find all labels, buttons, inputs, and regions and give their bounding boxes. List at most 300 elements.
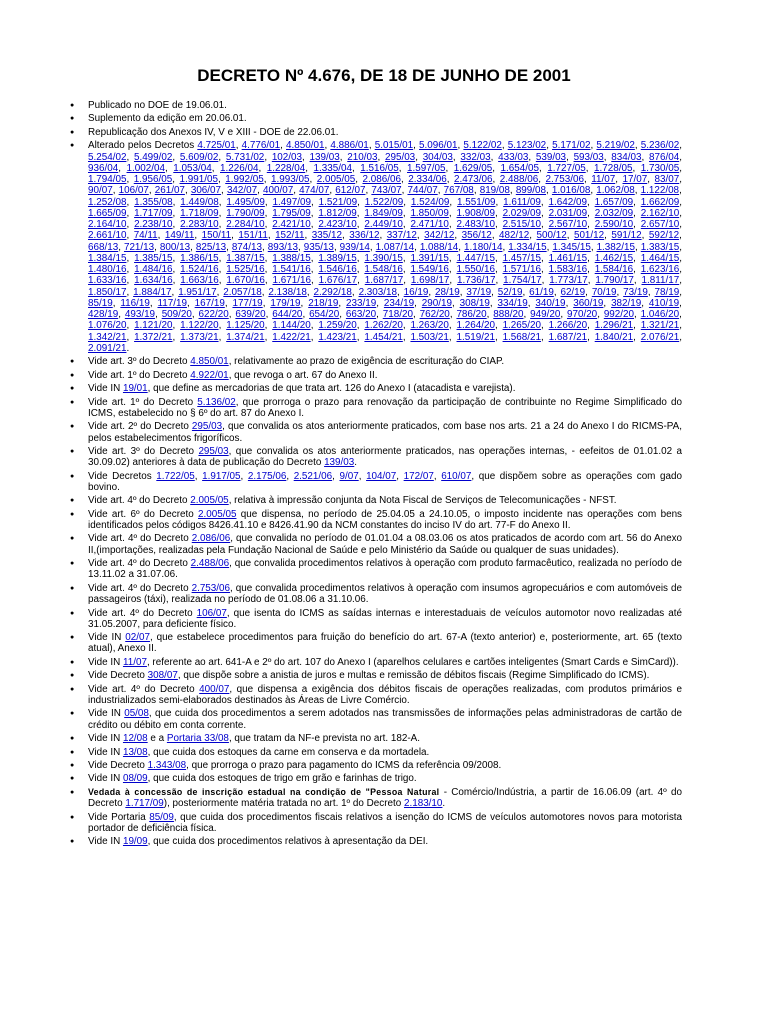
- decree-link[interactable]: 2.029/09: [502, 207, 542, 219]
- decree-link[interactable]: 1.654/05: [500, 162, 539, 174]
- decree-link[interactable]: 1.917/05: [202, 470, 241, 482]
- decree-link[interactable]: 2.753/06: [191, 582, 231, 594]
- decree-link[interactable]: 12/08: [122, 733, 148, 745]
- decree-link[interactable]: 743/07: [371, 185, 402, 197]
- decree-link[interactable]: 1.993/05: [271, 174, 310, 186]
- decree-link[interactable]: 888/20: [493, 309, 524, 321]
- decree-link[interactable]: 936/04: [88, 162, 119, 174]
- decree-link[interactable]: 83/07: [654, 174, 680, 186]
- decree-link[interactable]: 1.264/20: [456, 320, 495, 332]
- decree-link[interactable]: 11/07: [122, 656, 147, 668]
- item-text: que dispensa, no período de 25.04.05 a 24.10.05, o imposto incidente nas operações com bens identificados pelos códigos 8426.41.10 e 8426.41.90 da NCM constantes do inciso IV do art. 77-F do Anexo II.: [88, 508, 682, 531]
- decree-link[interactable]: 1.790/09: [226, 207, 265, 219]
- decree-link[interactable]: 152/11: [275, 230, 305, 242]
- decree-link[interactable]: 335/12: [311, 230, 342, 242]
- decree-link[interactable]: 2.661/10: [88, 230, 127, 242]
- decree-link[interactable]: 1.335/04: [313, 162, 352, 174]
- decree-link[interactable]: 1.634/16: [134, 275, 173, 287]
- decree-link[interactable]: 70/19: [591, 286, 617, 298]
- decree-link[interactable]: 1.122/08: [640, 185, 680, 197]
- decree-link[interactable]: 9/07: [339, 470, 359, 482]
- decree-link[interactable]: 1.840/21: [594, 331, 634, 343]
- decree-link[interactable]: 1.355/08: [134, 196, 173, 208]
- decree-link[interactable]: 1.386/15: [180, 252, 219, 264]
- decree-link[interactable]: 1.849/09: [364, 207, 403, 219]
- item-text: Vide Portaria: [88, 811, 150, 823]
- decree-link[interactable]: 4.725/01: [197, 140, 236, 152]
- decree-link[interactable]: 1.687/21: [548, 331, 588, 343]
- decree-link[interactable]: 400/07: [263, 185, 294, 197]
- decree-link[interactable]: 1.484/16: [134, 264, 173, 276]
- decree-link[interactable]: 2.423/10: [318, 219, 357, 231]
- decree-link[interactable]: 2.032/09: [594, 207, 634, 219]
- decree-link[interactable]: 1.384/15: [88, 252, 127, 264]
- decree-link[interactable]: 1.343/08: [147, 760, 187, 771]
- item-text: , que cuida dos estoques da carne em conserva e da mortadela.: [147, 746, 430, 758]
- decree-link[interactable]: 2.164/10: [88, 219, 127, 231]
- decree-link[interactable]: 2.488/06: [499, 174, 539, 186]
- decree-link[interactable]: 2.483/10: [456, 219, 495, 231]
- decree-link[interactable]: 08/09: [122, 773, 148, 785]
- decree-link[interactable]: 1.884/17: [133, 286, 172, 298]
- decree-link[interactable]: 1.736/17: [457, 275, 496, 287]
- decree-link[interactable]: 106/07: [118, 185, 149, 197]
- decree-link[interactable]: 1.611/09: [503, 196, 541, 208]
- decree-link[interactable]: 1.259/20: [318, 320, 357, 332]
- decree-link[interactable]: 5.609/02: [179, 151, 219, 163]
- decree-link[interactable]: 1.991/05: [179, 174, 218, 186]
- decree-link[interactable]: 1.790/17: [595, 275, 634, 287]
- decree-link[interactable]: 28/19: [435, 286, 460, 298]
- decree-link[interactable]: 1.226/04: [220, 162, 259, 174]
- decree-link[interactable]: 1.125/20: [226, 320, 265, 332]
- decree-link[interactable]: 992/20: [603, 309, 635, 321]
- decree-link[interactable]: 612/07: [335, 185, 366, 197]
- decree-link[interactable]: 592/12: [648, 230, 680, 242]
- decree-link[interactable]: 1.551/09: [457, 196, 496, 208]
- decree-link[interactable]: 5.254/02: [88, 151, 127, 163]
- decree-link[interactable]: 1.665/09: [88, 207, 127, 219]
- decree-link[interactable]: 1.461/15: [548, 252, 588, 264]
- decree-link[interactable]: 1.062/08: [596, 185, 635, 197]
- decree-link[interactable]: 5.123/02: [507, 140, 547, 152]
- decree-link[interactable]: 1.002/04: [126, 162, 165, 174]
- decree-link[interactable]: 1.387/15: [226, 252, 265, 264]
- decree-link[interactable]: 834/03: [611, 151, 642, 163]
- decree-link[interactable]: 2.567/10: [548, 219, 588, 231]
- decree-link[interactable]: 340/19: [535, 297, 566, 309]
- decree-link[interactable]: 1.541/16: [272, 264, 311, 276]
- decree-link[interactable]: 474/07: [299, 185, 330, 197]
- decree-link[interactable]: 1.662/09: [640, 196, 680, 208]
- decree-link[interactable]: 2.590/10: [594, 219, 634, 231]
- decree-link[interactable]: 5.499/02: [133, 151, 173, 163]
- decree-link[interactable]: 1.144/20: [272, 320, 311, 332]
- decree-link[interactable]: 73/19: [623, 286, 648, 298]
- decree-link[interactable]: 2.449/10: [364, 219, 403, 231]
- decree-link[interactable]: 52/19: [497, 286, 523, 298]
- list-item: [70, 773, 682, 784]
- decree-link[interactable]: 74/11: [133, 230, 158, 242]
- decree-link[interactable]: 1.252/08: [88, 196, 127, 208]
- decree-link[interactable]: 4.776/01: [241, 140, 281, 152]
- decree-link[interactable]: 139/03: [324, 457, 355, 469]
- decree-link[interactable]: 5.136/02: [197, 396, 236, 408]
- decree-link[interactable]: 2.471/10: [410, 219, 449, 231]
- decree-link[interactable]: 342/07: [226, 185, 258, 197]
- decree-link[interactable]: 1.046/20: [640, 309, 680, 321]
- decree-link[interactable]: 177/19: [232, 297, 263, 309]
- decree-link[interactable]: 116/19: [120, 297, 150, 309]
- decree-link[interactable]: 654/20: [309, 309, 340, 321]
- decree-link[interactable]: 2.488/06: [190, 558, 230, 570]
- decree-link[interactable]: 151/11: [238, 230, 268, 242]
- decree-link[interactable]: 16/19: [403, 286, 429, 298]
- decree-link[interactable]: 1.389/15: [318, 252, 357, 264]
- decree-link[interactable]: 19/01: [122, 383, 148, 395]
- decree-link[interactable]: 1.449/08: [180, 196, 219, 208]
- decree-link[interactable]: 1.642/09: [548, 196, 587, 208]
- decree-link[interactable]: 2.334/06: [408, 174, 447, 186]
- decree-link[interactable]: 1.568/21: [502, 331, 542, 343]
- list-item: [70, 760, 682, 771]
- decree-link[interactable]: 1.296/21: [594, 320, 634, 332]
- decree-link[interactable]: 1.321/21: [640, 320, 680, 332]
- decree-link[interactable]: 1.773/17: [549, 275, 588, 287]
- decree-link[interactable]: 1.422/21: [272, 331, 311, 343]
- decree-link[interactable]: 1.812/09: [318, 207, 357, 219]
- decree-link[interactable]: 5.015/01: [374, 140, 414, 152]
- decree-link[interactable]: 13/08: [122, 746, 148, 758]
- decree-link[interactable]: 428/19: [88, 309, 119, 321]
- decree-link[interactable]: 899/08: [515, 185, 547, 197]
- decree-link[interactable]: 1.390/15: [364, 252, 403, 264]
- decree-link[interactable]: 2.175/06: [247, 470, 287, 482]
- decree-link[interactable]: 2.138/18: [268, 286, 307, 298]
- decree-link[interactable]: 1.087/14: [375, 241, 415, 253]
- decree-link[interactable]: 102/03: [271, 151, 303, 163]
- decree-link[interactable]: 1.524/16: [180, 264, 219, 276]
- decree-link[interactable]: 1.522/09: [364, 196, 404, 208]
- decree-link[interactable]: 644/20: [272, 309, 303, 321]
- decree-link[interactable]: 5.096/01: [419, 140, 458, 152]
- decree-link[interactable]: 1.671/16: [272, 275, 311, 287]
- decree-link[interactable]: 02/07: [125, 632, 150, 644]
- decree-link[interactable]: 949/20: [530, 309, 561, 321]
- decree-link[interactable]: 2.057/18: [223, 286, 262, 298]
- decree-link[interactable]: 295/03: [198, 445, 229, 457]
- decree-link[interactable]: 360/19: [573, 297, 604, 309]
- decree-link[interactable]: 539/03: [535, 151, 567, 163]
- decree-link[interactable]: Portaria 33/08: [166, 733, 229, 745]
- decree-link[interactable]: 1.687/17: [364, 275, 404, 287]
- decree-link[interactable]: 90/07: [88, 185, 113, 197]
- decree-link[interactable]: 593/03: [573, 151, 604, 163]
- decree-link[interactable]: 332/03: [460, 151, 491, 163]
- decree-link[interactable]: 2.292/18: [313, 286, 352, 298]
- decree-link[interactable]: 433/03: [498, 151, 529, 163]
- decree-link[interactable]: 825/13: [195, 241, 227, 253]
- decree-link[interactable]: 1.850/09: [410, 207, 449, 219]
- item-text: Vide art. 4º do Decreto: [88, 607, 197, 619]
- decree-link[interactable]: 1.657/09: [594, 196, 634, 208]
- decree-link[interactable]: 37/19: [466, 286, 492, 298]
- decree-link[interactable]: 1.180/14: [464, 241, 503, 253]
- decree-link[interactable]: 1.454/21: [364, 331, 403, 343]
- decree-link[interactable]: 1.698/17: [410, 275, 450, 287]
- decree-link[interactable]: 1.717/09: [134, 207, 173, 219]
- decree-link[interactable]: 2.086/06: [191, 533, 231, 545]
- decree-link[interactable]: 1.623/16: [640, 264, 680, 276]
- decree-link[interactable]: 1.597/05: [407, 162, 446, 174]
- decree-link[interactable]: 2.005/05: [198, 508, 237, 520]
- decree-link[interactable]: 1.462/15: [594, 252, 634, 264]
- item-text: , que convalida os atos anteriormente praticados, com base nos arts. 21 a 24 do Anexo I do RICMS-PA, pelos estabelecimentos frigoríficos.: [88, 421, 682, 444]
- decree-link[interactable]: 1.372/21: [134, 331, 173, 343]
- decree-link[interactable]: 1.503/21: [410, 331, 449, 343]
- decree-link[interactable]: 876/04: [649, 151, 680, 163]
- decree-link[interactable]: 1.850/17: [88, 286, 127, 298]
- decree-link[interactable]: 1.629/05: [453, 162, 493, 174]
- decree-link[interactable]: 493/19: [124, 309, 156, 321]
- decree-link[interactable]: 1.811/17: [641, 275, 680, 287]
- decree-link[interactable]: 501/12: [573, 230, 605, 242]
- decree-link[interactable]: 500/12: [536, 230, 567, 242]
- decree-link[interactable]: 2.031/09: [548, 207, 588, 219]
- decree-link[interactable]: 218/19: [308, 297, 339, 309]
- decree-link[interactable]: 1.388/15: [272, 252, 311, 264]
- decree-link[interactable]: 5.171/02: [552, 140, 591, 152]
- decree-link[interactable]: 935/13: [303, 241, 334, 253]
- decree-link[interactable]: 610/07: [441, 470, 472, 482]
- decree-link[interactable]: 718/20: [382, 309, 413, 321]
- decree-link[interactable]: 1.053/04: [173, 162, 212, 174]
- decree-link[interactable]: 1.676/17: [318, 275, 358, 287]
- decree-link[interactable]: 2.076/21: [640, 331, 680, 343]
- decree-link[interactable]: 179/19: [270, 297, 301, 309]
- decree-link[interactable]: 1.228/04: [266, 162, 306, 174]
- decree-link[interactable]: 410/19: [648, 297, 680, 309]
- decree-link[interactable]: 1.373/21: [180, 331, 219, 343]
- decree-link[interactable]: 2.005/05: [190, 495, 229, 507]
- decree-link[interactable]: 17/07: [622, 174, 648, 186]
- decree-link[interactable]: 2.521/06: [293, 470, 333, 482]
- decree-link[interactable]: 1.447/15: [456, 252, 495, 264]
- decree-link[interactable]: 2.086/06: [362, 174, 401, 186]
- decree-link[interactable]: 4.922/01: [190, 369, 229, 381]
- decree-link[interactable]: 1.088/14: [419, 241, 459, 253]
- decree-link[interactable]: 1.374/21: [226, 331, 265, 343]
- decree-link[interactable]: 104/07: [366, 470, 397, 482]
- decree-link[interactable]: 334/19: [497, 297, 528, 309]
- decree-link[interactable]: 1.334/15: [508, 241, 547, 253]
- decree-link[interactable]: 874/13: [231, 241, 263, 253]
- decree-link[interactable]: 1.794/05: [88, 174, 127, 186]
- decree-link[interactable]: 308/19: [459, 297, 490, 309]
- decree-link[interactable]: 1.571/16: [502, 264, 542, 276]
- decree-link[interactable]: 721/13: [123, 241, 155, 253]
- decree-link[interactable]: 1.670/16: [226, 275, 265, 287]
- decree-link[interactable]: 1.342/21: [88, 331, 127, 343]
- decree-link[interactable]: 5.219/02: [596, 140, 635, 152]
- decree-link[interactable]: 2.091/21: [88, 342, 127, 354]
- decree-link[interactable]: 233/19: [346, 297, 377, 309]
- decree-link[interactable]: 668/13: [88, 241, 119, 253]
- decree-link[interactable]: 2.283/10: [180, 219, 219, 231]
- decree-link[interactable]: 939/14: [339, 241, 370, 253]
- decree-link[interactable]: 342/12: [424, 230, 455, 242]
- decree-link[interactable]: 2.753/06: [545, 174, 584, 186]
- decree-link[interactable]: 2.303/18: [358, 286, 398, 298]
- decree-link[interactable]: 1.992/05: [225, 174, 264, 186]
- decree-link[interactable]: 1.121/20: [134, 320, 173, 332]
- decree-link[interactable]: 4.850/01: [190, 356, 229, 368]
- decree-link[interactable]: 304/03: [422, 151, 453, 163]
- decree-link[interactable]: 1.385/15: [134, 252, 173, 264]
- decree-link[interactable]: 382/19: [611, 297, 642, 309]
- decree-link[interactable]: 117/19: [157, 297, 187, 309]
- decree-link[interactable]: 1.730/05: [640, 162, 680, 174]
- decree-link[interactable]: 663/20: [345, 309, 377, 321]
- decree-link[interactable]: 4.850/01: [286, 140, 325, 152]
- decree-link[interactable]: 2.515/10: [502, 219, 542, 231]
- decree-link[interactable]: 1.717/09: [125, 798, 164, 810]
- decree-link[interactable]: 744/07: [407, 185, 438, 197]
- decree-link[interactable]: 11/07: [591, 174, 616, 186]
- decree-link[interactable]: 172/07: [403, 470, 434, 482]
- item-text: , que dispensa a exigência dos débitos fiscais de operações realizadas, com produtos primários e industrializados semi-elaborados destinados às Áreas de Livre Comércio.: [88, 683, 682, 706]
- decree-link[interactable]: 05/08: [124, 708, 149, 720]
- decree-link[interactable]: 167/19: [194, 297, 225, 309]
- decree-link[interactable]: 1.722/05: [156, 470, 195, 482]
- decree-link[interactable]: 2.005/05: [316, 174, 356, 186]
- decree-link[interactable]: 819/08: [479, 185, 510, 197]
- decree-link[interactable]: 85/09: [149, 811, 174, 823]
- decree-link[interactable]: 290/19: [421, 297, 452, 309]
- decree-link[interactable]: 767/08: [443, 185, 474, 197]
- decree-link[interactable]: 5.122/02: [463, 140, 502, 152]
- decree-link[interactable]: 1.727/05: [547, 162, 586, 174]
- decree-link[interactable]: 1.728/05: [594, 162, 633, 174]
- decree-link[interactable]: 1.550/16: [456, 264, 495, 276]
- item-text: Vide IN: [88, 632, 126, 644]
- decree-link[interactable]: 1.521/09: [318, 196, 358, 208]
- decree-link[interactable]: 295/03: [191, 421, 223, 433]
- decree-link[interactable]: 1.076/20: [88, 320, 127, 332]
- decree-link[interactable]: 2.421/10: [272, 219, 311, 231]
- decree-link[interactable]: 1.795/09: [272, 207, 311, 219]
- decree-link[interactable]: 234/19: [383, 297, 415, 309]
- item-text: , referente ao art. 641-A e 2º do art. 107 do Anexo I (aparelhos celulares e cartões inteligentes (Smart Cards e SimCard)).: [146, 656, 679, 668]
- decree-link[interactable]: 970/20: [566, 309, 598, 321]
- decree-link[interactable]: 306/07: [190, 185, 222, 197]
- decree-link[interactable]: 1.549/16: [410, 264, 449, 276]
- decree-link[interactable]: 1.633/16: [88, 275, 127, 287]
- list-item: [70, 370, 682, 381]
- decree-link[interactable]: 1.382/15: [596, 241, 636, 253]
- decree-link[interactable]: 62/19: [560, 286, 586, 298]
- decree-link[interactable]: 1.718/09: [180, 207, 219, 219]
- decree-link[interactable]: 1.263/20: [410, 320, 449, 332]
- decree-link[interactable]: 893/13: [267, 241, 298, 253]
- item-text: e a: [147, 733, 167, 745]
- decree-link[interactable]: 1.525/16: [226, 264, 265, 276]
- decree-link[interactable]: 1.583/16: [548, 264, 588, 276]
- decree-link[interactable]: 5.731/02: [225, 151, 265, 163]
- decree-link[interactable]: 308/07: [147, 670, 178, 682]
- decree-link[interactable]: 295/03: [384, 151, 416, 163]
- decree-link[interactable]: 800/13: [159, 241, 191, 253]
- decree-link[interactable]: 19/09: [122, 836, 148, 848]
- decree-link[interactable]: 150/11: [201, 230, 232, 242]
- decree-link[interactable]: 78/19: [654, 286, 680, 298]
- decree-link[interactable]: 1.423/21: [318, 331, 357, 343]
- decree-link[interactable]: 639/20: [235, 309, 266, 321]
- decree-link[interactable]: 509/20: [161, 309, 192, 321]
- decree-link[interactable]: 762/20: [419, 309, 450, 321]
- decree-link[interactable]: 1.345/15: [552, 241, 591, 253]
- decree-link[interactable]: 1.908/09: [456, 207, 495, 219]
- decree-link[interactable]: 786/20: [456, 309, 487, 321]
- decree-link[interactable]: 1.391/15: [410, 252, 449, 264]
- decree-link[interactable]: 2.473/06: [454, 174, 493, 186]
- decree-link[interactable]: 1.548/16: [364, 264, 403, 276]
- decree-link[interactable]: 149/11: [164, 230, 195, 242]
- decree-link[interactable]: 1.480/16: [88, 264, 127, 276]
- decree-link[interactable]: 2.238/10: [134, 219, 173, 231]
- decree-link[interactable]: 2.657/10: [640, 219, 680, 231]
- decree-link[interactable]: 400/07: [199, 683, 230, 695]
- decree-link[interactable]: 1.956/05: [133, 174, 173, 186]
- decree-link[interactable]: 356/12: [461, 230, 492, 242]
- decree-link[interactable]: 1.122/20: [180, 320, 219, 332]
- decree-link[interactable]: 1.584/16: [594, 264, 634, 276]
- decree-link[interactable]: 1.265/20: [502, 320, 542, 332]
- decree-link[interactable]: 1.754/17: [503, 275, 542, 287]
- decree-link[interactable]: 1.495/09: [226, 196, 265, 208]
- decree-link[interactable]: 2.183/10: [403, 798, 443, 810]
- decree-link[interactable]: 106/07: [196, 607, 227, 619]
- decree-link[interactable]: 337/12: [386, 230, 417, 242]
- decree-link[interactable]: 2.284/10: [226, 219, 265, 231]
- decree-link[interactable]: 261/07: [154, 185, 185, 197]
- decree-link[interactable]: 336/12: [349, 230, 380, 242]
- decree-link[interactable]: 1.546/16: [318, 264, 357, 276]
- decree-link[interactable]: 85/19: [88, 297, 113, 309]
- decree-link[interactable]: 1.266/20: [548, 320, 588, 332]
- decree-link[interactable]: 139/03: [309, 151, 340, 163]
- decree-link[interactable]: 1.464/15: [640, 252, 680, 264]
- decree-link[interactable]: 210/03: [347, 151, 378, 163]
- decree-link[interactable]: 2.162/10: [640, 207, 680, 219]
- decree-link[interactable]: 1.663/16: [180, 275, 219, 287]
- decree-link[interactable]: 1.524/09: [410, 196, 450, 208]
- decree-link[interactable]: 591/12: [611, 230, 642, 242]
- decree-link[interactable]: 482/12: [499, 230, 530, 242]
- decree-link[interactable]: 622/20: [198, 309, 229, 321]
- decree-link[interactable]: 1.497/09: [272, 196, 311, 208]
- decree-link[interactable]: 1.457/15: [502, 252, 542, 264]
- decree-link[interactable]: 1.016/08: [551, 185, 591, 197]
- decree-link[interactable]: 1.951/17: [178, 286, 217, 298]
- decree-link[interactable]: 1.519/21: [456, 331, 495, 343]
- decree-link[interactable]: 61/19: [529, 286, 554, 298]
- decree-link[interactable]: 1.383/15: [640, 241, 680, 253]
- decree-link[interactable]: 1.262/20: [364, 320, 403, 332]
- decree-link[interactable]: 4.886/01: [330, 140, 369, 152]
- decree-link[interactable]: 5.236/02: [640, 140, 680, 152]
- decree-link[interactable]: 1.516/05: [360, 162, 399, 174]
